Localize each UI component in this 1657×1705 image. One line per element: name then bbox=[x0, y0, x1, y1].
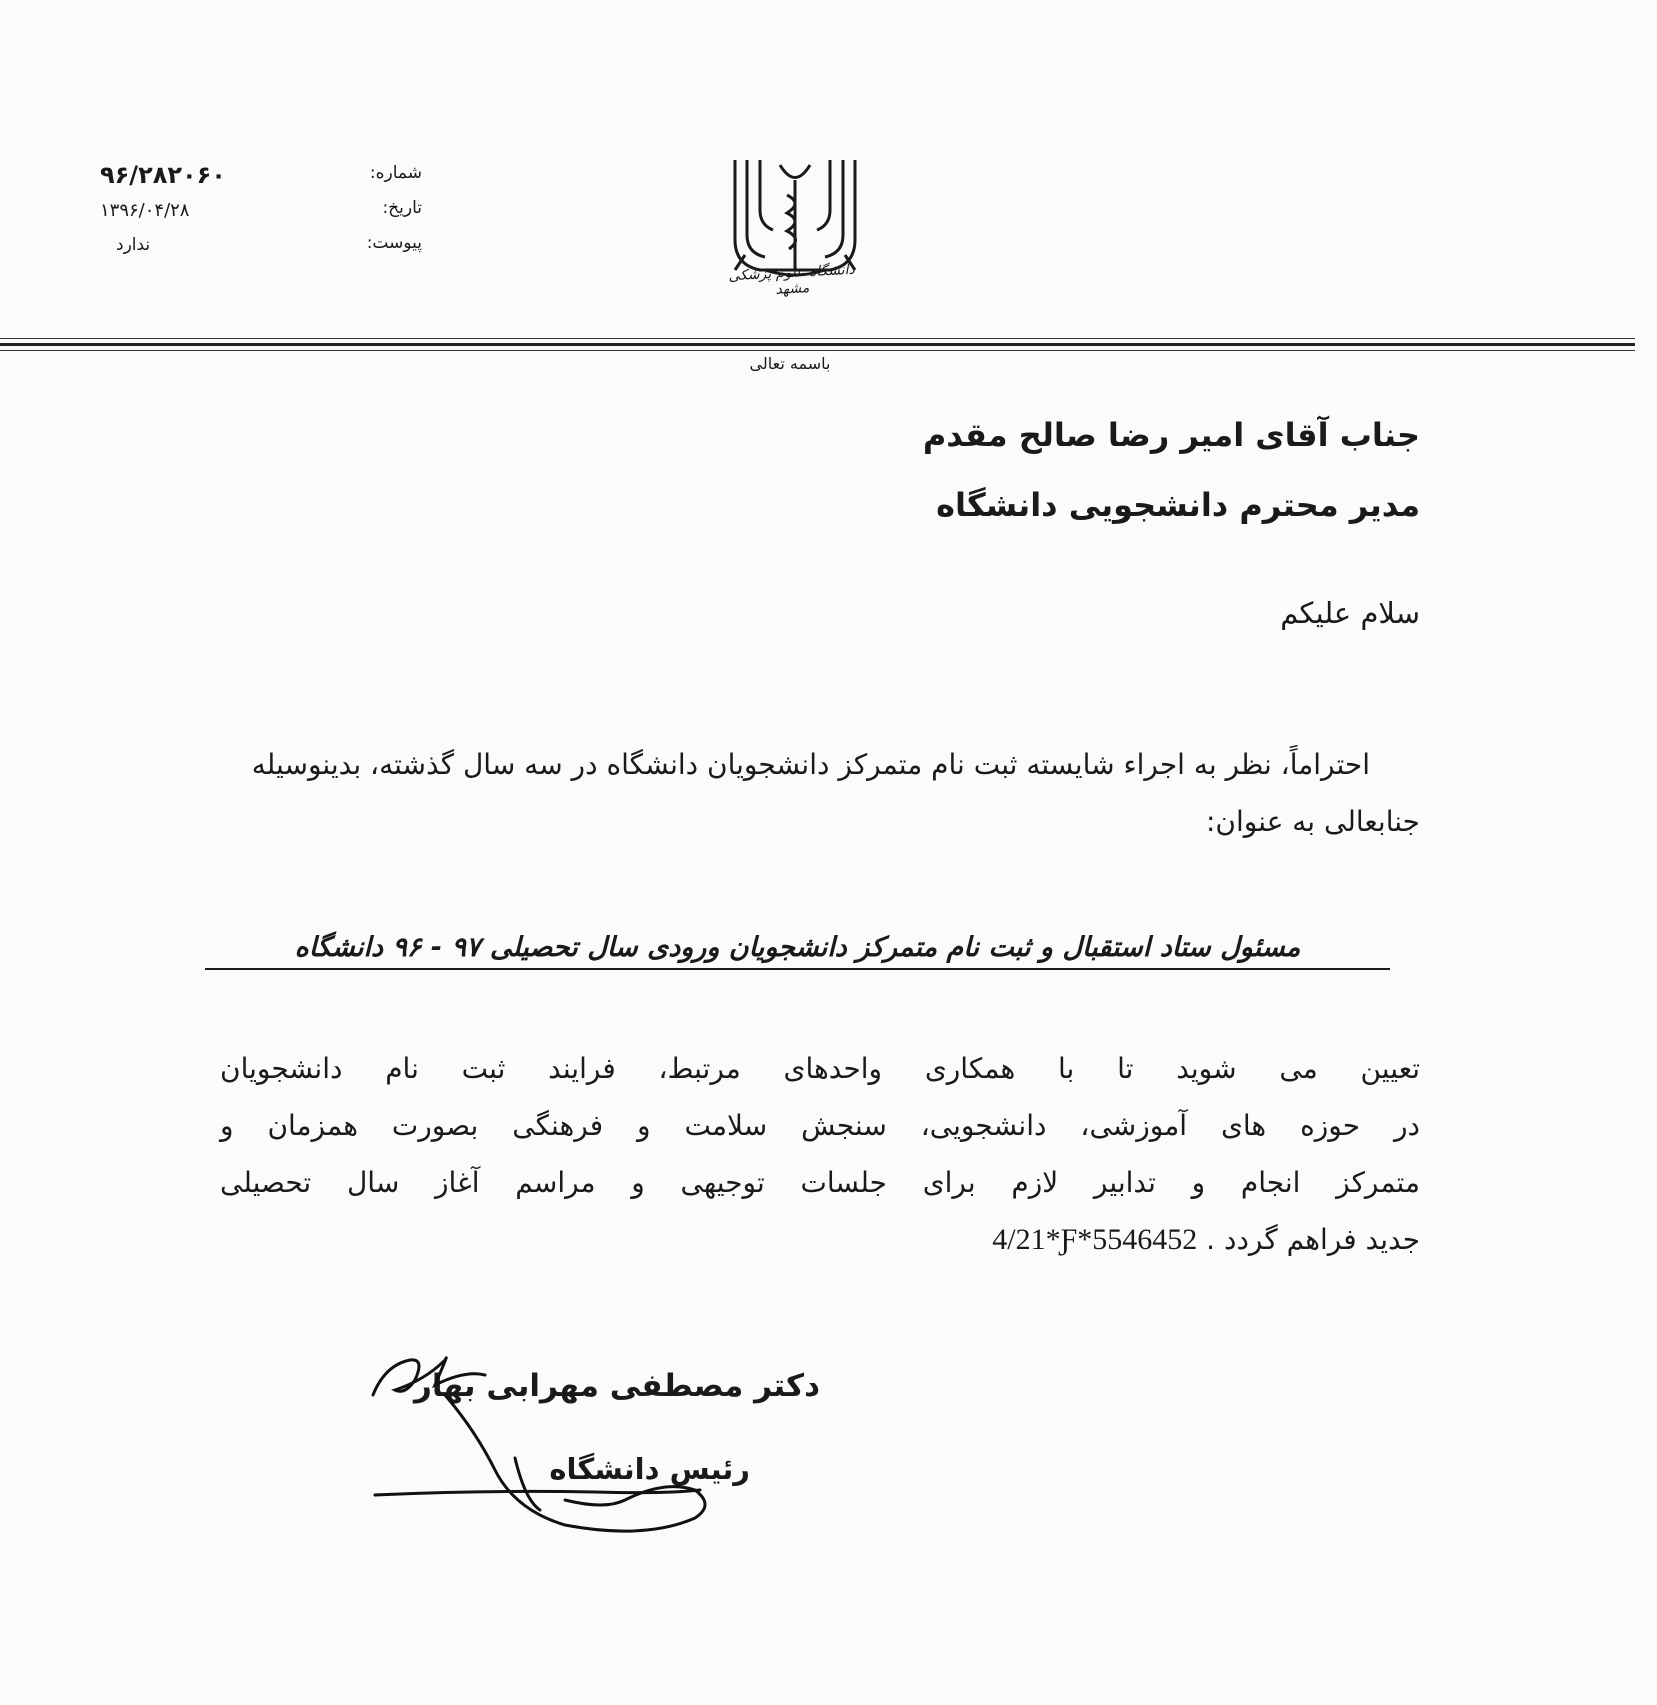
header-values bbox=[100, 158, 300, 263]
date-label: تاریخ: bbox=[382, 198, 422, 218]
attachment-value: ندارد bbox=[116, 235, 151, 255]
attachment-label: پیوست: bbox=[366, 233, 422, 253]
handwritten-signature-icon bbox=[365, 1340, 785, 1540]
appointment-title: مسئول ستاد استقبال و ثبت نام متمرکز دانشجویان ورودی سال تحصیلی ۹۷ - ۹۶ دانشگاه bbox=[205, 930, 1390, 970]
reference-code: 4/21*Ƒ*5546452 bbox=[992, 1223, 1198, 1256]
invocation: باسمه تعالی bbox=[749, 354, 831, 373]
signatory-name: دکتر مصطفی مهرابی بهار bbox=[413, 1368, 820, 1404]
recipient-position: مدیر محترم دانشجویی دانشگاه bbox=[936, 486, 1420, 524]
letter-date: ۱۳۹۶/۰۴/۲۸ bbox=[100, 200, 190, 221]
header-divider-bottom bbox=[0, 350, 1635, 351]
recipient-name: جناب آقای امیر رضا صالح مقدم bbox=[922, 416, 1420, 454]
header-labels bbox=[330, 156, 422, 261]
intro-paragraph: احتراماً، نظر به اجراء شایسته ثبت نام متمرکز دانشجویان دانشگاه در سه سال گذشته، بدینوسیله جنابعالی به عنوان: bbox=[251, 748, 1420, 838]
body-line-last bbox=[220, 1211, 1420, 1268]
body-line: در حوزه های آموزشی، دانشجویی، سنجش سلامت و فرهنگی بصورت همزمان و bbox=[220, 1109, 1420, 1142]
greeting: سلام علیکم bbox=[1280, 596, 1420, 630]
recipient-block bbox=[880, 400, 1420, 540]
header-divider bbox=[0, 343, 1635, 346]
header-divider-top bbox=[0, 338, 1635, 339]
body-line: تعیین می شوید تا با همکاری واحدهای مرتبط، فرایند ثبت نام دانشجویان bbox=[220, 1052, 1420, 1085]
logo-caption: دانشگاه علوم پزشکی مشهد bbox=[728, 261, 856, 298]
body-paragraph bbox=[220, 1040, 1420, 1268]
body-line-text: جدید فراهم گردد . bbox=[1206, 1223, 1420, 1256]
number-label: شماره: bbox=[369, 163, 422, 183]
signatory-title: رئیس دانشگاه bbox=[549, 1452, 750, 1486]
body-line: متمرکز انجام و تدابیر لازم برای جلسات توجیهی و مراسم آغاز سال تحصیلی bbox=[220, 1166, 1420, 1199]
letter-number: ۹۶/۲۸۲۰۶۰ bbox=[100, 161, 226, 189]
